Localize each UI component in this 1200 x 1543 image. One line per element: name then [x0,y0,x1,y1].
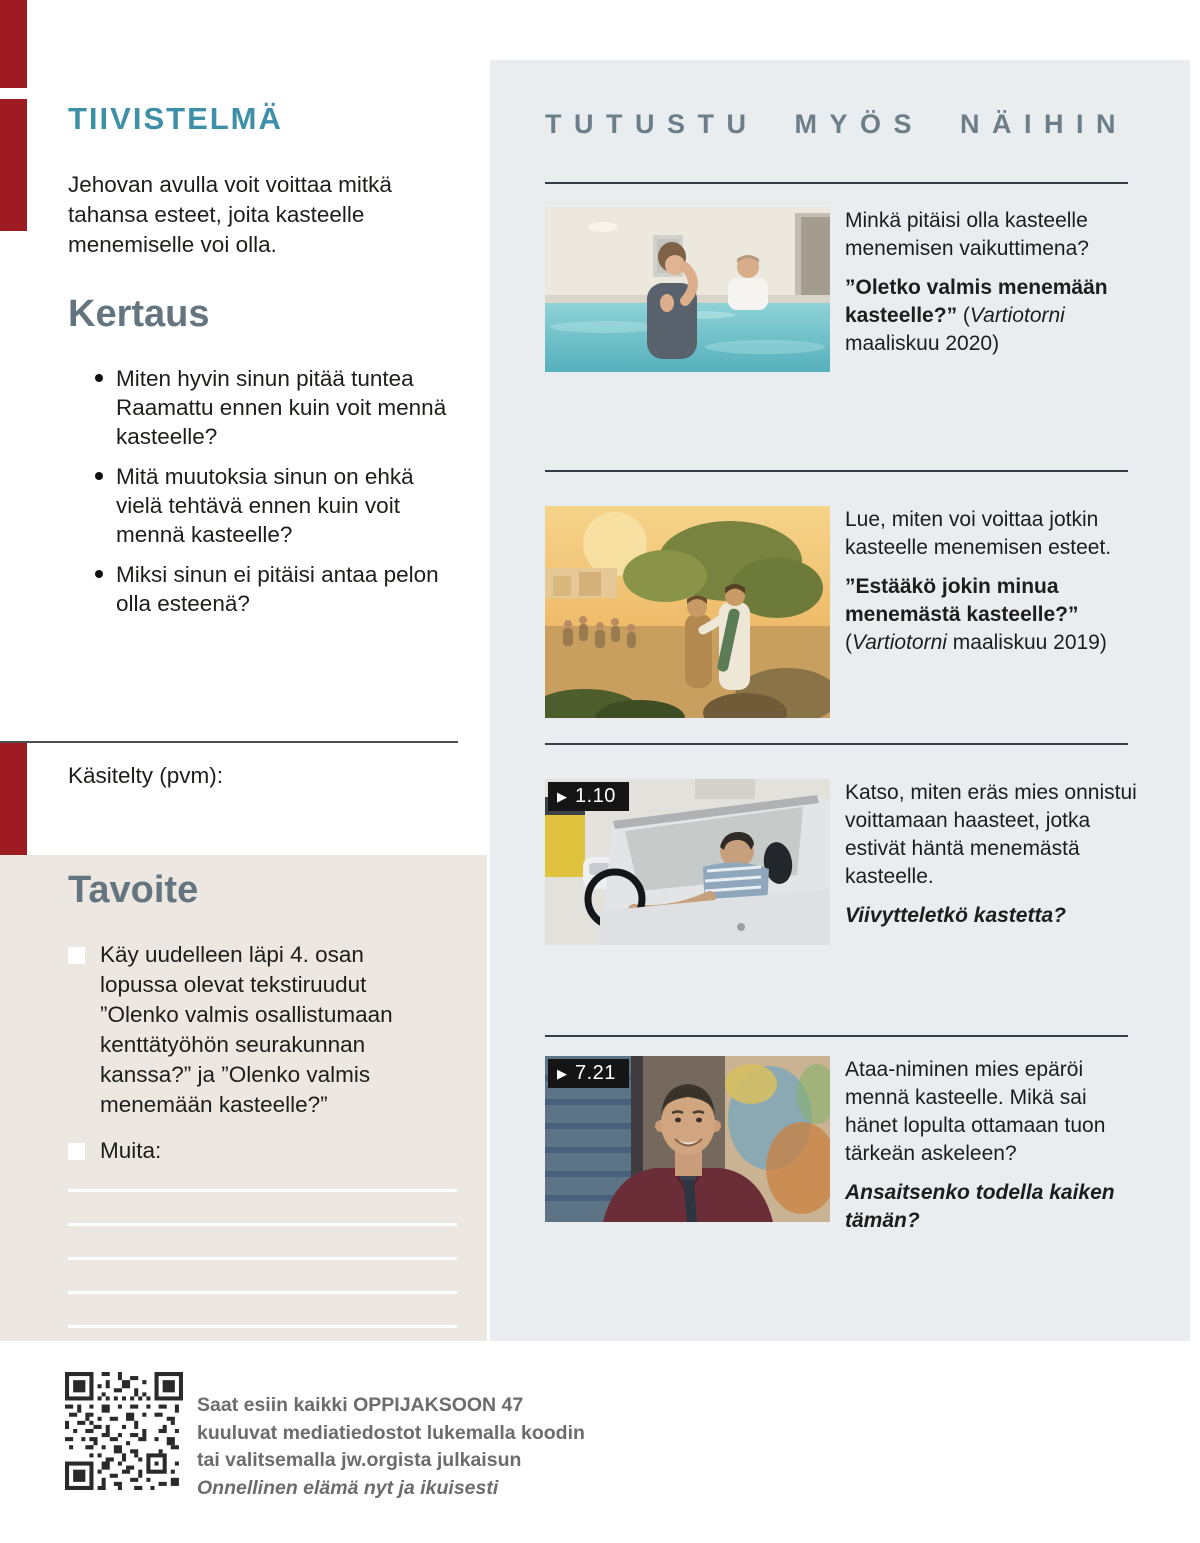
review-heading: Kertaus [68,293,210,335]
play-icon: ▶ [557,1065,567,1081]
page-edge-tab [0,99,27,231]
publication-title[interactable]: ”Oletko valmis menemään kasteelle?” [845,276,1108,327]
item-divider [545,743,1128,745]
baptism-pool-photo [545,207,830,372]
source-text: ( [845,631,852,654]
checkbox-icon[interactable] [68,1143,85,1160]
write-in-line [68,1291,457,1294]
publication-name: Onnellinen elämä nyt ja ikuisesti [197,1476,499,1499]
item-divider [545,182,1128,184]
video-duration-badge [548,782,629,811]
video-duration: 7.21 [575,1062,616,1084]
lesson-number: OPPIJAKSOON 47 [353,1394,524,1416]
explore-item-text [845,506,1139,668]
explore-panel [490,60,1190,1341]
explore-item-text [845,1056,1139,1246]
list-item [68,462,463,549]
goal-item-text: Käy uudelleen läpi 4. osan lopussa olevat tekstiruudut ”Olenko valmis osallistumaan kenttätyöhön seurakunnan kanssa?” ja ”Olenko valmis menemään kasteelle?” [100,942,393,1117]
explore-item-text [845,779,1139,941]
review-question: Miten hyvin sinun pitää tuntea Raamattu ennen kuin voit mennä kasteelle? [116,366,447,449]
qr-code [65,1372,183,1490]
list-item [68,364,463,451]
video-title[interactable]: Viivytteletkö kastetta? [845,904,1066,927]
item-description: Minkä pitäisi olla kasteelle menemisen vaikuttimena? [845,209,1089,260]
video-duration-badge [548,1059,629,1088]
source-magazine: Vartiotorni [852,631,947,654]
bullet-icon [95,472,103,480]
play-icon: ▶ [557,788,567,804]
goal-item-text: Muita: [100,1138,162,1163]
review-question-list [68,364,463,629]
item-description: Ataa-niminen mies epäröi mennä kasteelle. Mikä sai hänet lopulta ottamaan tuon tärkeän askeleen? [845,1058,1106,1165]
bible-scene-painting[interactable] [545,506,830,718]
summary-heading: TIIVISTELMÄ [68,101,283,136]
source-magazine: Vartiotorni [969,304,1065,327]
write-in-line [68,1257,457,1260]
baptism-pool-photo[interactable] [545,207,830,372]
source-text: maaliskuu 2020) [845,332,1000,355]
video-man-in-truck[interactable] [545,779,830,945]
video-man-portrait[interactable] [545,1056,830,1222]
source-text: ( [957,304,970,327]
footer-instructions [197,1392,617,1502]
summary-text: Jehovan avulla voit voittaa mitkä tahansa esteet, joita kasteelle menemiselle voi olla. [68,172,392,257]
item-divider [545,470,1128,472]
footer-text-part: Saat esiin kaikki [197,1394,354,1416]
item-description: Lue, miten voi voittaa jotkin kasteelle menemisen esteet. [845,508,1112,559]
goal-heading: Tavoite [68,869,199,911]
explore-item-text [845,207,1139,369]
item-description: Katso, miten eräs mies onnistui voittamaan haasteet, jotka estivät häntä menemästä kasteelle. [845,781,1137,888]
processed-date-label: Käsitelty (pvm): [68,763,224,788]
publication-reference [845,573,1139,657]
checkbox-icon[interactable] [68,947,85,964]
write-in-line [68,1189,457,1192]
list-item [68,560,463,618]
goal-item [68,940,420,1120]
source-text: maaliskuu 2019) [946,631,1107,654]
publication-reference [845,274,1139,358]
footer-line [197,1392,617,1420]
video-duration: 1.10 [575,785,616,807]
video-title[interactable]: Ansaitsenko todella kaiken tämän? [845,1181,1115,1232]
write-in-line [68,1223,457,1226]
goal-item [68,1136,420,1166]
review-question: Mitä muutoksia sinun on ehkä vielä tehtävä ennen kuin voit mennä kasteelle? [116,464,414,547]
write-in-line [68,1325,457,1328]
bullet-icon [95,570,103,578]
section-divider [0,741,458,743]
bullet-icon [95,374,103,382]
goal-box [0,855,487,1341]
footer-line: kuuluvat mediatiedostot lukemalla koodin [197,1421,585,1444]
page-edge-tab [0,0,27,88]
publication-title[interactable]: ”Estääkö jokin minua menemästä kasteelle?” [845,575,1079,626]
page-edge-tab [0,741,27,856]
review-question: Miksi sinun ei pitäisi antaa pelon olla esteenä? [116,562,439,616]
bible-scene-painting [545,506,830,718]
explore-heading: TUTUSTU MYÖS NÄIHIN [545,109,1128,139]
footer-line: tai valitsemalla jw.orgista julkaisun [197,1449,522,1471]
item-divider [545,1035,1128,1037]
